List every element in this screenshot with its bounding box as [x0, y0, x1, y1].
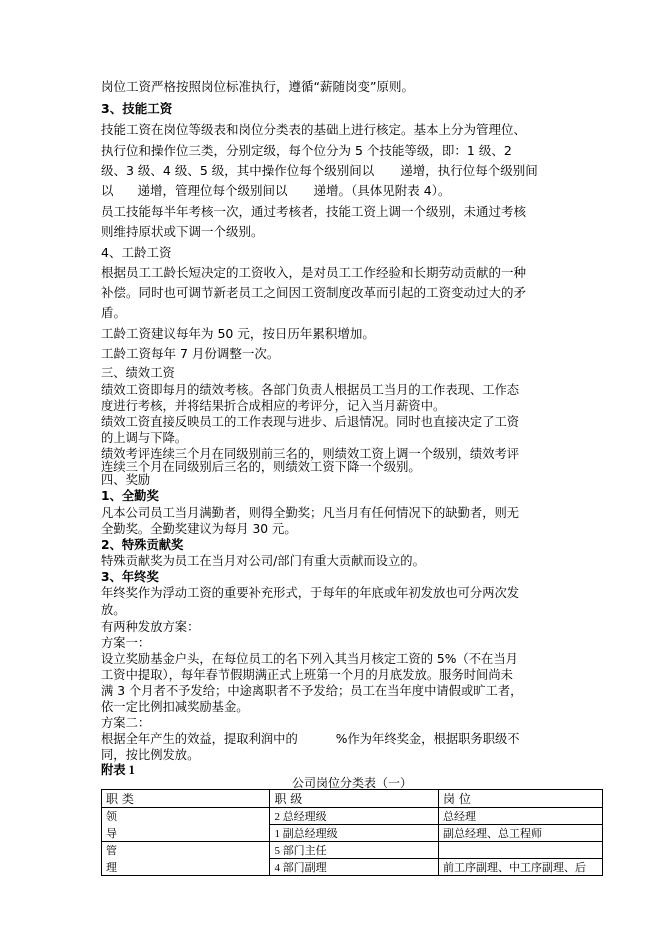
section-heading: 3、年终奖 — [101, 570, 159, 584]
text-segment: 递增，管理位每个级别间以 — [137, 183, 288, 198]
paragraph-line: 方案二： — [101, 716, 151, 730]
category-cell: 管 — [102, 842, 270, 859]
table-cell — [439, 842, 603, 859]
paragraph-line: 工龄工资每年 7 月份调整一次。 — [101, 346, 280, 361]
paragraph-line: 方案一： — [101, 636, 151, 650]
table-cell: 5 部门主任 — [270, 842, 439, 859]
header-cell: 职 级 — [270, 790, 439, 808]
table-cell: 4 部门副理 — [270, 859, 439, 876]
table-row — [102, 808, 603, 825]
table-row — [102, 825, 603, 842]
section-heading: 1、全勤奖 — [101, 489, 159, 503]
paragraph-line: 绩效工资直接反映员工的工作表现与进步、后退情况。同时也直接决定了工资 — [101, 415, 520, 429]
section-heading: 2、特殊贡献奖 — [101, 538, 184, 552]
paragraph-line: 满 3 个月者不予发给；中途离职者不予发给；员工在当年度中请假或旷工者， — [101, 684, 523, 698]
paragraph-line: 度进行考核，并将结果折合成相应的考评分，记入当月薪资中。 — [101, 399, 446, 413]
table-cell: 2 总经理级 — [270, 808, 439, 825]
category-cell: 理 — [102, 859, 270, 876]
paragraph-line: 岗位工资严格按照岗位标准执行，遵循“薪随岗变”原则。 — [101, 79, 414, 94]
section-heading: 四、奖励 — [101, 473, 151, 487]
section-heading: 三、绩效工资 — [101, 366, 175, 380]
table-cell: 前工序副理、中工序副理、后 — [439, 859, 603, 876]
table-cell: 1 副总经理级 — [270, 825, 439, 842]
paragraph-line: 根据员工工龄长短决定的工资收入，是对员工工作经验和长期劳动贡献的一种 — [101, 265, 527, 280]
section-heading: 3、技能工资 — [101, 101, 173, 116]
paragraph-line: 工资中提取），每年春节假期满正式上班第一个月的月底发放。服务时间尚未 — [101, 668, 513, 682]
category-cell: 领 — [102, 808, 270, 825]
paragraph-line: 全勤奖。全勤奖建议为每月 30 元。 — [101, 522, 297, 536]
paragraph-line: 盾。 — [101, 305, 127, 320]
table-caption: 公司岗位分类表（一） — [291, 776, 412, 790]
table-row — [102, 859, 603, 876]
paragraph-line — [101, 161, 538, 179]
text-segment: 级、3 级、4 级、5 级，其中操作位每个级别间以 — [101, 163, 375, 178]
paragraph-line: 有两种发放方案： — [101, 620, 200, 634]
text-segment: 递增，执行位每个级别间 — [400, 163, 538, 178]
paragraph-line: 特殊贡献奖为员工在当月对公司/部门有重大贡献而设立的。 — [101, 554, 425, 568]
text-segment: %作为年终奖金，根据职务职级不 — [335, 732, 520, 746]
table-row — [102, 842, 603, 859]
appendix-label: 附表 1 — [101, 763, 135, 777]
paragraph-line: 技能工资在岗位等级表和岗位分类表的基础上进行核定。基本上分为管理位、 — [101, 122, 527, 137]
paragraph-line: 设立奖励基金户头，在每位员工的名下列入其当月核定工资的 5%（不在当月 — [101, 652, 518, 666]
paragraph-line: 绩效考评连续三个月在同级别前三名的，则绩效工资上调一个级别，绩效考评 — [101, 447, 520, 461]
paragraph-line: 依一定比例扣减奖励基金。 — [101, 700, 249, 714]
paragraph-line — [101, 181, 450, 199]
paragraph-line: 补偿。同时也可调节新老员工之间因工资制度改革而引起的工资变动过大的矛 — [101, 285, 527, 300]
paragraph-line: 的上调与下降。 — [101, 431, 188, 445]
paragraph-line: 绩效工资即每月的绩效考核。各部门负责人根据员工当月的工作表现、工作态 — [101, 383, 520, 397]
paragraph-line: 年终奖作为浮动工资的重要补充形式，于每年的年底或年初发放也可分两次发 — [101, 586, 520, 600]
table-cell: 总经理 — [439, 808, 603, 825]
text-segment: 根据全年产生的效益，提取利润中的 — [101, 732, 298, 746]
text-segment: 递增。（具体见附表 4）。 — [313, 183, 451, 198]
paragraph-line: 放。 — [101, 603, 126, 617]
table-cell: 副总经理、总工程师 — [439, 825, 603, 842]
text-segment: 以 — [101, 183, 114, 198]
paragraph-line: 同，按比例发放。 — [101, 748, 200, 762]
position-classification-table — [101, 789, 603, 876]
header-cell: 职 类 — [102, 790, 270, 808]
paragraph-line: 工龄工资建议每年为 50 元，按日历年累积增加。 — [101, 326, 375, 341]
paragraph-line: 执行位和操作位三类，分别定级，每个位分为 5 个技能等级，即：1 级、2 — [101, 143, 512, 158]
paragraph-line: 员工技能每半年考核一次，通过考核者，技能工资上调一个级别，未通过考核 — [101, 204, 527, 219]
table-header-row — [102, 790, 603, 808]
section-heading: 4、工龄工资 — [101, 245, 172, 260]
paragraph-line: 凡本公司员工当月满勤者，则得全勤奖；凡当月有任何情况下的缺勤者，则无 — [101, 506, 520, 520]
paragraph-line: 则维持原状或下调一个级别。 — [101, 224, 264, 239]
paragraph-line: 连续三个月在同级别后三名的，则绩效工资下降一个级别。 — [101, 460, 421, 474]
category-cell: 导 — [102, 825, 270, 842]
header-cell: 岗 位 — [439, 790, 603, 808]
